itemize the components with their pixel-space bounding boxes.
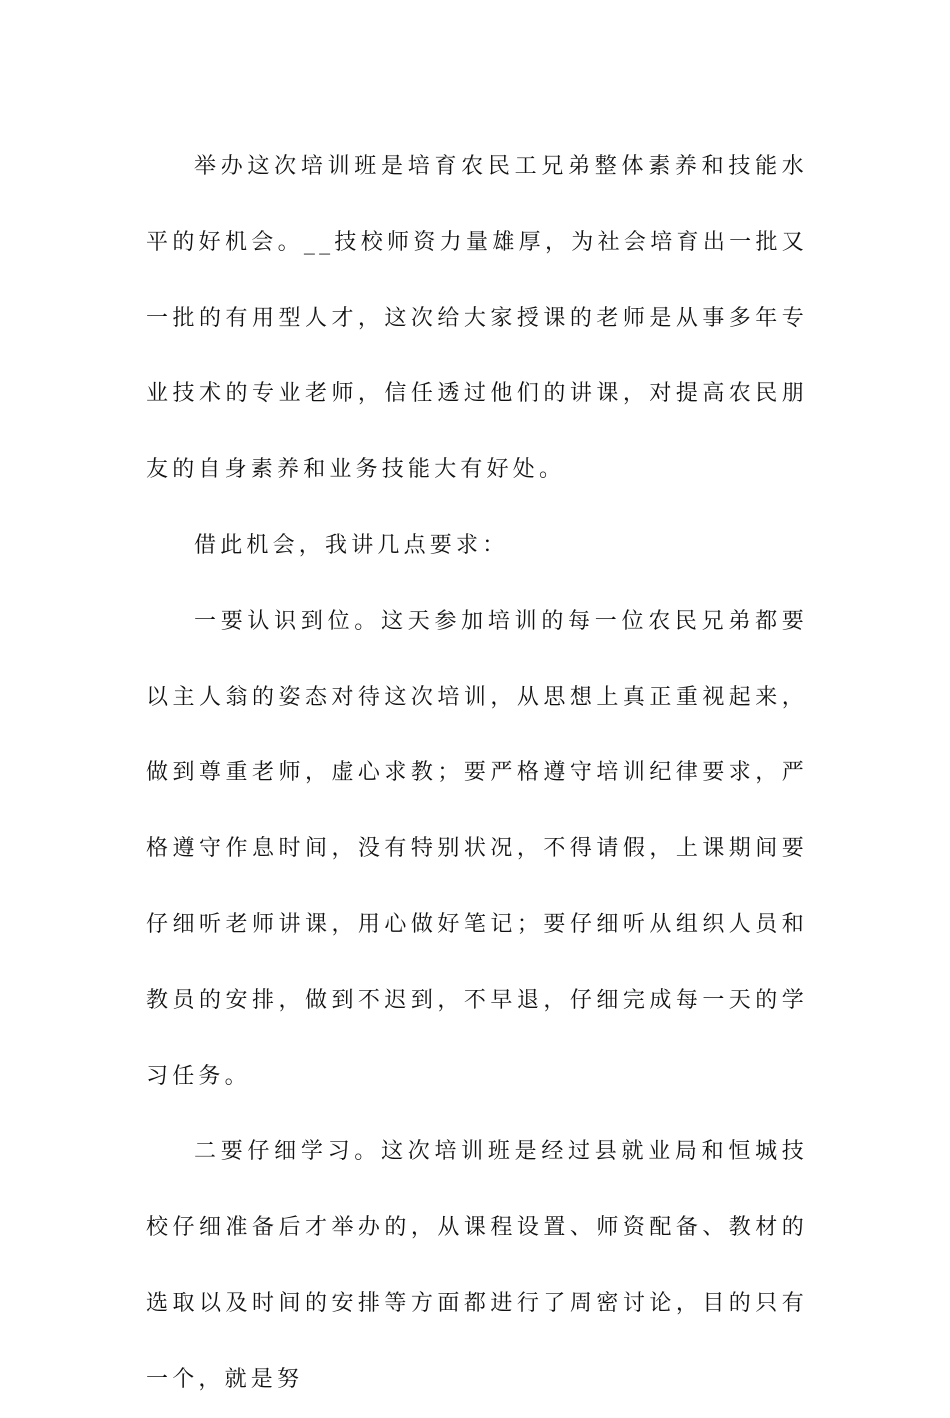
paragraph-requirement-two: 二要仔细学习。这次培训班是经过县就业局和恒城技校仔细准备后才举办的，从课程设置、师资配备、教材的选取以及时间的安排等方面都进行了周密讨论，目的只有一个，就是努 bbox=[146, 1139, 808, 1392]
document-body bbox=[146, 129, 808, 1418]
paragraph-training-opportunity: 举办这次培训班是培育农民工兄弟整体素养和技能水平的好机会。__技校师资力量雄厚，为社会培育出一批又一批的有用型人才，这次给大家授课的老师是从事多年专业技术的专业老师，信任透过他们的讲课，对提高农民朋友的自身素养和业务技能大有好处。 bbox=[146, 154, 808, 483]
paragraph-requirements-intro: 借此机会，我讲几点要求： bbox=[194, 532, 509, 558]
paragraph-requirement-one: 一要认识到位。这天参加培训的每一位农民兄弟都要以主人翁的姿态对待这次培训，从思想上真正重视起来，做到尊重老师，虚心求教；要严格遵守培训纪律要求，严格遵守作息时间，没有特别状况，不得请假，上课期间要仔细听老师讲课，用心做好笔记；要仔细听从组织人员和教员的安排，做到不迟到，不早退，仔细完成每一天的学习任务。 bbox=[146, 608, 808, 1089]
